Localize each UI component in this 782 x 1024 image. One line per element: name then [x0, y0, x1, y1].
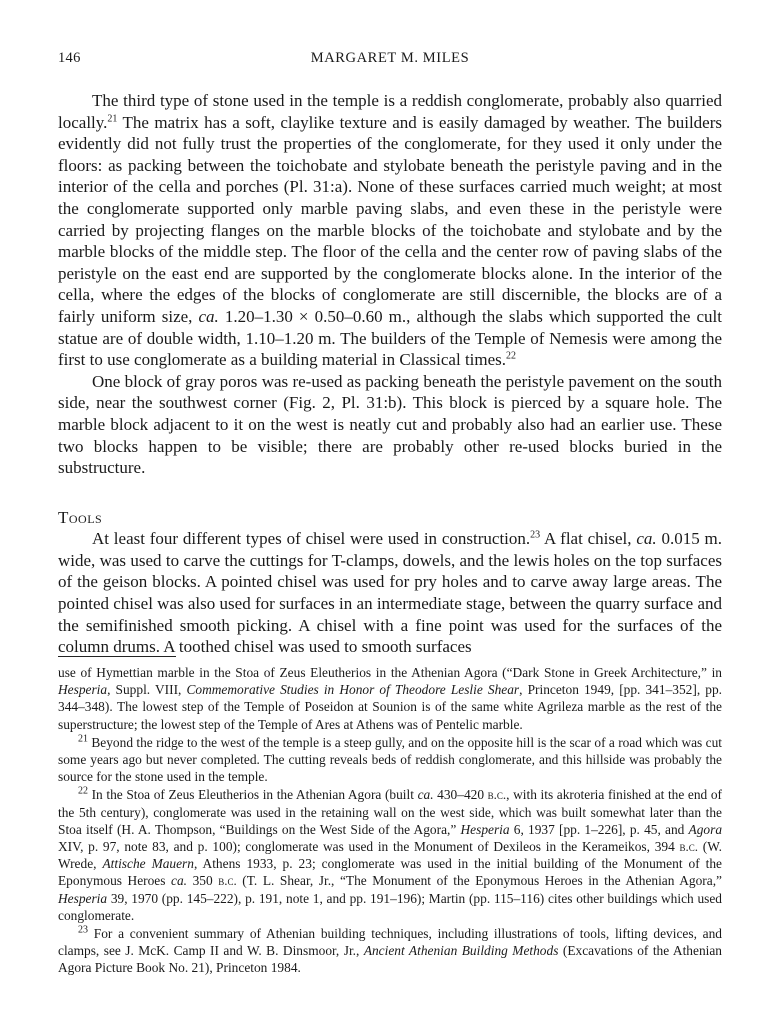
running-header [58, 50, 722, 72]
page-number: 146 [58, 50, 81, 66]
paragraph-poros-block: One block of gray poros was re-used as packing beneath the peristyle pavement on the south side, near the southwest corner (Fig. 2, Pl. 31:b). This block is pierced by a square hole. The marble block adjacent to it on the west is neatly cut and probably also had an earlier use. These two blocks happen to be visible; there are probably other re-used blocks buried in the substructure. [58, 371, 722, 478]
footnotes [58, 664, 722, 978]
footnote-21: $^{21}$ Beyond the ridge to the west of the temple is a steep gully, and on the opposite hill is the scar of a road which was cut some years ago but never completed. The cutting reveals beds of reddish conglomerate, and this hillside was probably the source for the stone used in the temple. [58, 733, 722, 785]
section-heading-tools: Tools [58, 507, 103, 527]
document-page [58, 0, 722, 1024]
footnote-ref-21[interactable]: 21 [107, 112, 118, 124]
paragraph-conglomerate: The third type of stone used in the temple is a reddish conglomerate, probably also quarried locally.$^{21}$ The matrix has a soft, claylike texture and is easily damaged by weather. The builders evidently did not fully trust the properties of the conglomerate, for they used it only under the floors: as packing between the toichobate and stylobate beneath the peristyle paving and in the interior of the cella and porches (Pl. 31:a). None of these surfaces carried much weight; at most the conglomerate supported only marble paving slabs, and even these in the peristyle were carried by projecting flanges on the marble blocks of the toichobate and stylobate and by the marble blocks of the middle step. The floor of the cella and the center row of paving slabs of the peristyle on the east end are supported by the conglomerate blocks alone. In the interior of the cella, where the edges of the blocks of conglomerate are still discernible, the blocks are of a fairly uniform size, ca. 1.20–1.30 × 0.50–0.60 m., although the slabs which supported the cult statue are of double width, 1.10–1.20 m. The builders of the Temple of Nemesis were among the first to use conglomerate as a building material in Classical times.$^{22}$ [58, 91, 723, 370]
footnote-continued: use of Hymettian marble in the Stoa of Zeus Eleutherios in the Athenian Agora (“Dark Stone in Greek Architecture,” in Hesperia, Suppl. VIII, Commemorative Studies in Honor of Theodore Leslie Shear, Princeton 1949, [pp. 341–352], pp. 344–348). The lowest step of the Temple of Poseidon at Sounion is of the same white Agrileza marble as the rest of the superstructure; the lowest step of the Temple of Ares at Athens was of Pentelic marble. [58, 665, 722, 732]
paragraph-tools: At least four different types of chisel were used in construction.$^{23}$ A flat chisel, ca. 0.015 m. wide, was used to carve the cuttings for T-clamps, dowels, and the lewis holes on the top surfaces of the geison blocks. A pointed chisel was used for pry holes and to carve away large areas. The pointed chisel was also used for surfaces in an intermediate stage, between the quarry surface and the semifinished smooth picking. A chisel with a fine point was used for the surfaces of the column drums. A toothed chisel was used to smooth surfaces [58, 529, 722, 657]
main-text [58, 90, 722, 658]
footnote-ref-22[interactable]: 22 [506, 350, 517, 362]
footnote-22: $^{22}$ In the Stoa of Zeus Eleutherios in the Athenian Agora (built ca. 430–420 b.c., with its akroteria finished at the end of the 5th century), conglomerate was used in the retaining wall on the west side, which was built somewhat later than the Stoa itself (H. A. Thompson, “Buildings on the West Side of the Agora,” Hesperia 6, 1937 [pp. 1–226], p. 45, and Agora XIV, p. 97, note 83, and p. 100); conglomerate was used in the Monument of Dexileos in the Kerameikos, 394 b.c. (W. Wrede, Attische Mauern, Athens 1933, p. 23; conglomerate was used in the initial building of the Monument of the Eponymous Heroes ca. 350 b.c. (T. L. Shear, Jr., “The Monument of the Eponymous Heroes in the Athenian Agora,” Hesperia 39, 1970 (pp. 145–222), p. 191, note 1, and pp. 191–196); Martin (pp. 115–116) cites other buildings which used conglomerate. [58, 785, 723, 923]
footnote-23: $^{23}$ For a convenient summary of Athenian building techniques, including illustrations of tools, lifting devices, and clamps, see J. McK. Camp II and W. B. Dinsmoor, Jr., Ancient Athenian Building Methods (Excavations of the Athenian Agora Picture Book No. 21), Princeton 1984. [58, 924, 722, 976]
footnote-ref-23[interactable]: 23 [530, 529, 541, 541]
running-head-author: MARGARET M. MILES [310, 50, 470, 66]
footnote-divider [58, 656, 176, 657]
